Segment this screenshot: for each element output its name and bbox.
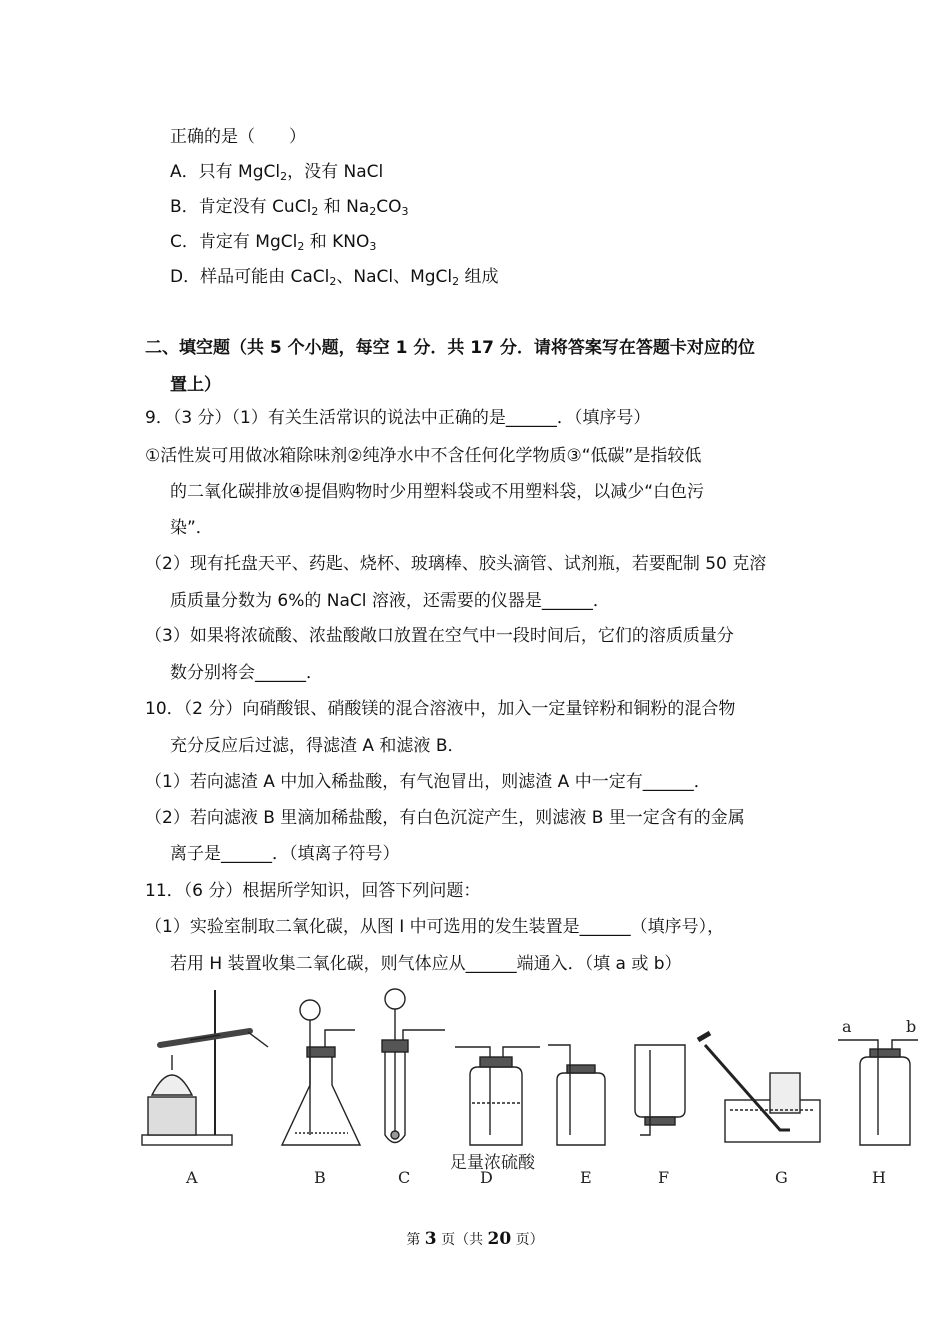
q8-option-d: D．样品可能由 CaCl$_2$、NaCl、MgCl$_2$ 组成 xyxy=(170,267,499,288)
apparatus-e xyxy=(548,1045,605,1145)
apparatus-d xyxy=(455,1047,540,1145)
q9-line-2: ①活性炭可用做冰箱除味剂②纯净水中不含任何化学物质③“低碳”是指较低 xyxy=(145,446,702,466)
label-end-b: b xyxy=(906,1017,917,1036)
apparatus-figure xyxy=(130,985,930,1195)
label-f: F xyxy=(658,1168,670,1187)
q10-line-4: （2）若向滤液 B 里滴加稀盐酸，有白色沉淀产生，则滤液 B 里一定含有的金属 xyxy=(145,808,745,828)
q10-line-1: 10．（2 分）向硝酸银、硝酸镁的混合溶液中，加入一定量锌粉和铜粉的混合物 xyxy=(145,699,736,719)
q8-option-c: C．肯定有 MgCl$_2$ 和 $KNO_3$ xyxy=(170,232,377,253)
label-d-note: 足量浓硫酸 xyxy=(450,1153,535,1173)
apparatus-g xyxy=(698,1033,820,1142)
q10-line-3: （1）若向滤渣 A 中加入稀盐酸，有气泡冒出，则滤渣 A 中一定有______． xyxy=(145,772,711,792)
apparatus-h xyxy=(838,1040,918,1145)
q10-line-2: 充分反应后过滤，得滤渣 A 和滤液 B． xyxy=(170,736,465,756)
label-h: H xyxy=(872,1168,886,1187)
label-g: G xyxy=(775,1168,788,1187)
apparatus-a xyxy=(142,990,268,1145)
label-b: B xyxy=(314,1168,326,1187)
label-d: D xyxy=(480,1168,493,1187)
q9-line-4: 染”． xyxy=(170,518,213,538)
label-e: E xyxy=(580,1168,592,1187)
section-title-cont: 置上） xyxy=(170,375,221,395)
q9-line-6: 质质量分数为 6%的 NaCl 溶液，还需要的仪器是______． xyxy=(170,591,610,611)
apparatus-f xyxy=(635,1045,685,1135)
q9-line-3: 的二氧化碳排放④提倡购物时少用塑料袋或不用塑料袋，以减少“白色污 xyxy=(170,482,705,502)
label-end-a: a xyxy=(842,1017,852,1036)
page-number: 3 xyxy=(424,1229,437,1249)
page-footer: 第 3 页（共 20 页） xyxy=(406,1229,544,1249)
apparatus-c xyxy=(382,989,445,1143)
q9-line-5: （2）现有托盘天平、药匙、烧杯、玻璃棒、胶头滴管、试剂瓶，若要配制 50 克溶 xyxy=(145,554,767,574)
section-title: 二、填空题（共 5 个小题，每空 1 分．共 17 分．请将答案写在答题卡对应的位 xyxy=(145,338,755,358)
label-c: C xyxy=(398,1168,411,1187)
q9-line-1: 9．（3 分）（1）有关生活常识的说法中正确的是______．（填序号） xyxy=(145,408,651,428)
page-total: 20 xyxy=(487,1229,512,1249)
q8-option-b: B．肯定没有 CuCl$_2$ 和 $Na_2CO_3$ xyxy=(170,197,409,218)
q9-line-8: 数分别将会______． xyxy=(170,663,323,683)
q8-stem-end: 正确的是（ ） xyxy=(170,127,306,147)
apparatus-b xyxy=(282,1000,360,1145)
q11-line-1: 11．（6 分）根据所学知识，回答下列问题： xyxy=(145,881,481,901)
q9-line-7: （3）如果将浓硫酸、浓盐酸敞口放置在空气中一段时间后，它们的溶质质量分 xyxy=(145,626,734,646)
q11-line-3: 若用 H 装置收集二氧化碳，则气体应从______端通入．（填 a 或 b） xyxy=(170,954,682,974)
label-a: A xyxy=(186,1168,198,1187)
q8-option-a: A．只有 MgCl$_2$，没有 NaCl xyxy=(170,162,384,183)
q11-line-2: （1）实验室制取二氧化碳，从图 I 中可选用的发生装置是______（填序号）， xyxy=(145,917,725,937)
q10-line-5: 离子是______．（填离子符号） xyxy=(170,844,400,864)
